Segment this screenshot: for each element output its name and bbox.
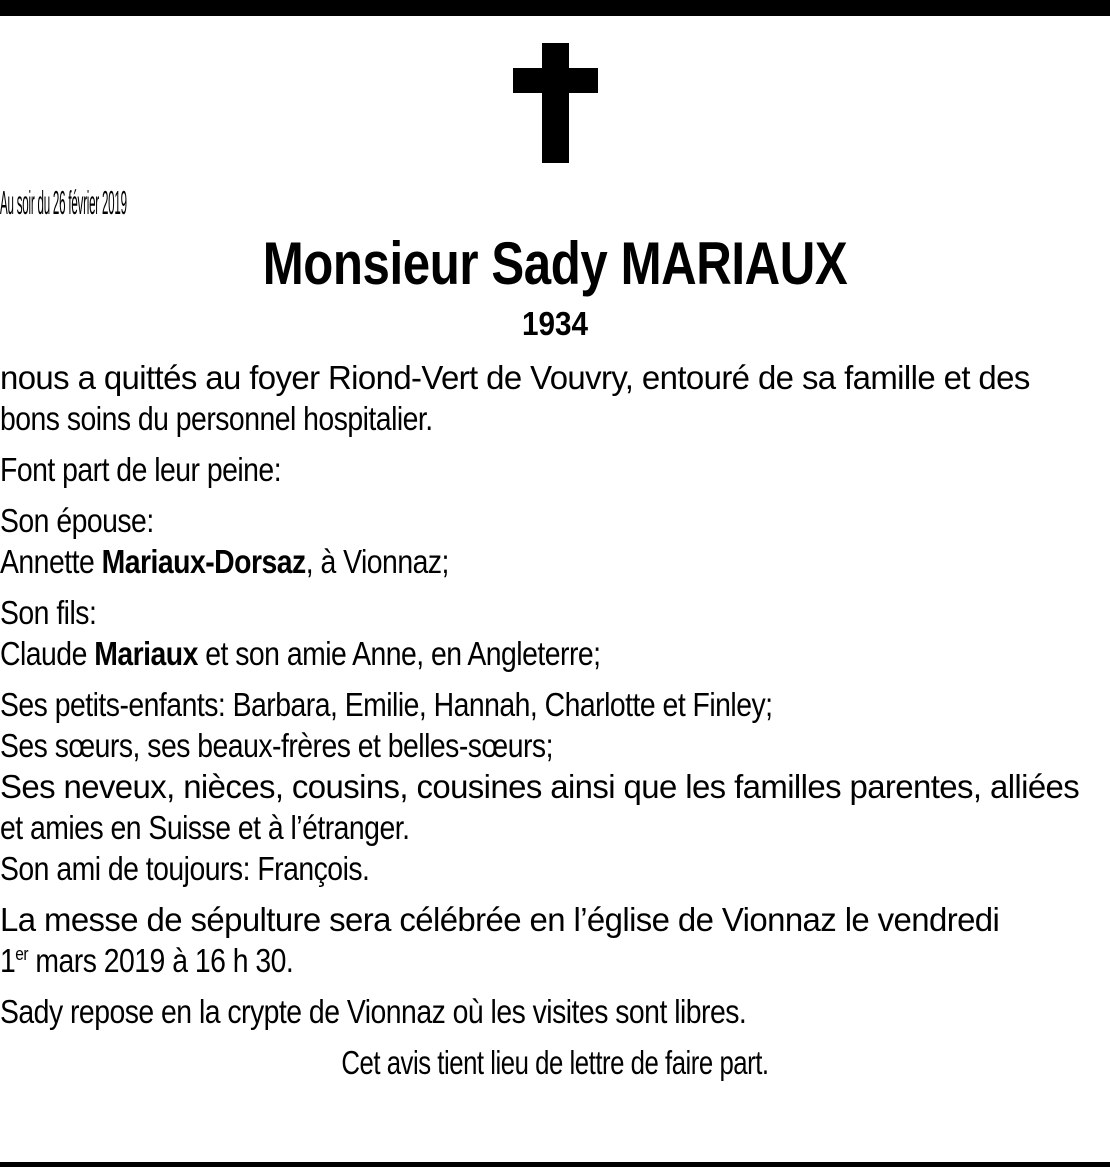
relatives-line-2: et amies en Suisse et à l’étranger. [0, 809, 410, 846]
son-first-name: Claude [0, 635, 95, 672]
deceased-name: Monsieur Sady MARIAUX [262, 230, 848, 297]
friend-line: Son ami de toujours: François. [0, 850, 370, 887]
son-label: Son fils: [0, 594, 97, 631]
top-border-rule [0, 0, 1110, 16]
spouse-first-name: Annette [0, 543, 102, 580]
spouse-line [0, 541, 955, 582]
closing-paragraph [0, 1042, 1110, 1083]
relatives-line-1: Ses neveux, nièces, cousins, cousines ainsi que les familles parentes, alliées [0, 768, 1080, 805]
spouse-surname: Mariaux-Dorsaz [101, 543, 306, 580]
intro-line-2: bons soins du personnel hospitalier. [0, 400, 433, 437]
cross-icon [513, 43, 598, 163]
cross-horizontal-bar [513, 68, 598, 93]
intro-line-1: nous a quittés au foyer Riond-Vert de Vouvry, entouré de sa famille et des [0, 359, 1030, 396]
spouse-paragraph [0, 500, 1110, 582]
son-paragraph [0, 592, 1110, 674]
cross-vertical-bar [542, 43, 569, 163]
mass-day-suffix: er [15, 944, 29, 964]
birth-year: 1934 [521, 305, 589, 342]
mass-day: 1 [0, 942, 16, 979]
intro-paragraph [0, 357, 1110, 439]
spouse-place: , à Vionnaz; [305, 543, 449, 580]
mass-paragraph [0, 899, 1110, 981]
bottom-border-rule [0, 1162, 1110, 1167]
son-surname: Mariaux [94, 635, 198, 672]
mass-line-1: La messe de sépulture sera célébrée en l’église de Vionnaz le vendredi [0, 901, 1000, 938]
siblings-line: Ses sœurs, ses beaux-frères et belles-sœurs; [0, 727, 553, 764]
mass-date-rest: mars 2019 à 16 h 30. [28, 942, 294, 979]
son-rest: et son amie Anne, en Angleterre; [197, 635, 601, 672]
date-line: Au soir du 26 février 2019 [0, 184, 127, 221]
family-paragraph [0, 684, 1110, 889]
font-part-line: Font part de leur peine: [0, 451, 282, 488]
son-line [0, 633, 955, 674]
grandchildren-line: Ses petits-enfants: Barbara, Emilie, Hannah, Charlotte et Finley; [0, 686, 773, 723]
mass-line-2 [0, 940, 955, 981]
spouse-label: Son épouse: [0, 502, 154, 539]
rest-line: Sady repose en la crypte de Vionnaz où les visites sont libres. [0, 993, 747, 1030]
closing-line: Cet avis tient lieu de lettre de faire part. [341, 1044, 769, 1081]
obituary-content [0, 182, 1110, 1083]
font-part-paragraph [0, 449, 1110, 490]
rest-paragraph [0, 991, 1110, 1032]
